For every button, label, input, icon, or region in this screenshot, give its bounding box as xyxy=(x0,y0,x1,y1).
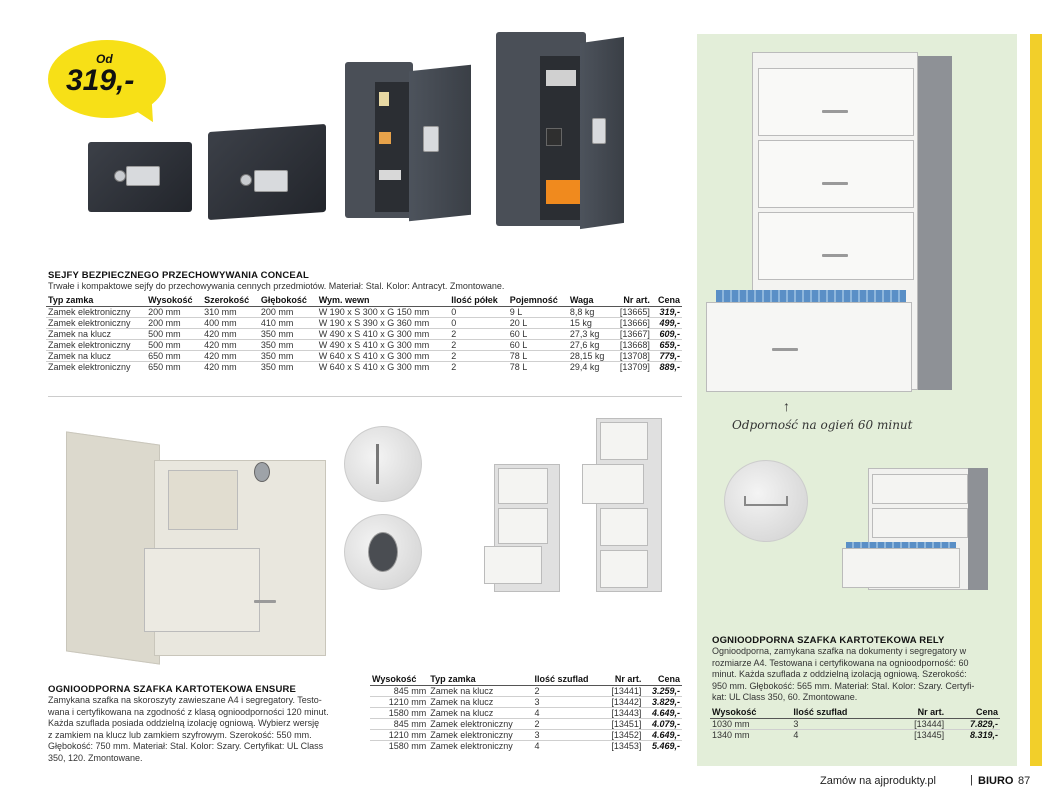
table-row xyxy=(710,718,1000,729)
table-header-row xyxy=(710,707,1000,718)
cell-inner-dim: W 490 x S 410 x G 300 mm xyxy=(317,328,450,339)
cell-shelves: 0 xyxy=(449,317,507,328)
description-line: kat: UL Class 350, 60. Zmontowane. xyxy=(712,692,858,702)
drawer-handle-icon xyxy=(744,496,788,506)
cell-price: 3.259,- xyxy=(643,685,682,696)
col-capacity: Pojemność xyxy=(508,295,568,306)
safe-wide-image xyxy=(208,128,326,216)
price-bubble-prefix: Od xyxy=(96,52,113,66)
cell-height: 1580 mm xyxy=(370,707,428,718)
cell-art-no: [13665] xyxy=(612,306,651,317)
cell-art-no: [13667] xyxy=(612,328,651,339)
cell-height: 500 mm xyxy=(146,339,202,350)
cell-width: 420 mm xyxy=(202,328,259,339)
col-height: Wysokość xyxy=(146,295,202,306)
cell-weight: 8,8 kg xyxy=(568,306,613,317)
description-line: minut. Każda szuflada z oddzielną izolacją ogniową. Szerokość: xyxy=(712,669,967,679)
grey-cabinet-3-drawer-image xyxy=(484,464,566,594)
cell-price: 4.649,- xyxy=(643,729,682,740)
cell-lock-type: Zamek na klucz xyxy=(46,328,146,339)
cell-height: 650 mm xyxy=(146,350,202,361)
cell-width: 400 mm xyxy=(202,317,259,328)
cell-height: 650 mm xyxy=(146,361,202,372)
cell-drawers: 3 xyxy=(791,718,889,729)
price-bubble-price: 319,- xyxy=(66,64,135,97)
col-drawers: Ilość szuflad xyxy=(791,707,889,718)
footer-separator: | xyxy=(970,774,973,786)
cell-height: 1210 mm xyxy=(370,729,428,740)
table-row xyxy=(370,696,682,707)
cell-inner-dim: W 190 x S 390 x G 360 mm xyxy=(317,317,450,328)
table-row xyxy=(46,339,682,350)
conceal-description: Trwałe i kompaktowe sejfy do przechowywania cennych przedmiotów. Materiał: Stal. Kolor: Antracyt. Zmontowane. xyxy=(48,281,505,291)
cell-capacity: 20 L xyxy=(508,317,568,328)
cell-lock-type: Zamek na klucz xyxy=(46,350,146,361)
cell-art-no: [13453] xyxy=(602,740,643,751)
table-row xyxy=(370,729,682,740)
keypad-icon xyxy=(368,532,398,572)
cell-art-no: [13443] xyxy=(602,707,643,718)
col-art-no: Nr art. xyxy=(602,674,643,685)
col-height: Wysokość xyxy=(710,707,791,718)
col-price: Cena xyxy=(643,674,682,685)
col-weight: Waga xyxy=(568,295,613,306)
cell-weight: 28,15 kg xyxy=(568,350,613,361)
cell-inner-dim: W 190 x S 300 x G 150 mm xyxy=(317,306,450,317)
conceal-spec-table xyxy=(46,295,682,372)
col-depth: Głębokość xyxy=(259,295,317,306)
description-line: z zamkiem na klucz lub zamkiem szyfrowym. Szerokość: 550 mm. xyxy=(48,729,312,740)
cell-height: 1580 mm xyxy=(370,740,428,751)
cell-inner-dim: W 640 x S 410 x G 300 mm xyxy=(317,350,450,361)
description-line: Zamykana szafka na skoroszyty zawieszane A4 i segregatory. Testo- xyxy=(48,695,322,705)
cell-depth: 350 mm xyxy=(259,350,317,361)
table-row xyxy=(370,718,682,729)
cell-price: 319,- xyxy=(652,306,682,317)
col-width: Szerokość xyxy=(202,295,259,306)
ensure-title: OGNIOODPORNA SZAFKA KARTOTEKOWA ENSURE xyxy=(48,684,297,695)
cell-height: 1340 mm xyxy=(710,729,791,740)
cell-weight: 27,6 kg xyxy=(568,339,613,350)
cell-price: 5.469,- xyxy=(643,740,682,751)
cell-width: 310 mm xyxy=(202,306,259,317)
rely-cabinet-small-image xyxy=(842,462,992,592)
cell-art-no: [13451] xyxy=(602,718,643,729)
cell-price: 779,- xyxy=(652,350,682,361)
col-lock-type: Typ zamka xyxy=(428,674,532,685)
cell-weight: 29,4 kg xyxy=(568,361,613,372)
col-price: Cena xyxy=(946,707,1000,718)
cell-drawers: 4 xyxy=(791,729,889,740)
cell-capacity: 78 L xyxy=(508,361,568,372)
cell-lock-type: Zamek elektroniczny xyxy=(46,317,146,328)
cell-capacity: 9 L xyxy=(508,306,568,317)
cell-shelves: 2 xyxy=(449,339,507,350)
ensure-spec-table xyxy=(370,674,682,751)
col-drawers: Ilość szuflad xyxy=(533,674,603,685)
table-row xyxy=(46,328,682,339)
cell-inner-dim: W 640 x S 410 x G 300 mm xyxy=(317,361,450,372)
ensure-cabinet-image xyxy=(58,430,328,660)
table-header-row xyxy=(46,295,682,306)
cell-depth: 350 mm xyxy=(259,339,317,350)
cell-art-no: [13445] xyxy=(889,729,946,740)
table-row xyxy=(370,685,682,696)
table-row xyxy=(710,729,1000,740)
cell-shelves: 0 xyxy=(449,306,507,317)
cell-price: 4.649,- xyxy=(643,707,682,718)
footer-site-link[interactable]: Zamów na ajprodukty.pl xyxy=(820,775,936,787)
table-row xyxy=(46,317,682,328)
rely-cabinet-large-image xyxy=(706,52,956,392)
col-inner-dim: Wym. wewn xyxy=(317,295,450,306)
cell-lock-type: Zamek na klucz xyxy=(428,707,532,718)
cell-height: 200 mm xyxy=(146,317,202,328)
footer-section-name: BIURO xyxy=(978,775,1014,787)
description-line: rozmiarze A4. Testowana i certyfikowana na ognioodporność: 60 xyxy=(712,657,969,668)
cell-lock-type: Zamek elektroniczny xyxy=(46,361,146,372)
cell-art-no: [13709] xyxy=(612,361,651,372)
cell-lock-type: Zamek na klucz xyxy=(428,685,532,696)
conceal-title: SEJFY BEZPIECZNEGO PRZECHOWYWANIA CONCEAL xyxy=(48,270,310,281)
col-height: Wysokość xyxy=(370,674,428,685)
cell-width: 420 mm xyxy=(202,339,259,350)
cell-drawers: 4 xyxy=(533,740,603,751)
col-shelves: Ilość półek xyxy=(449,295,507,306)
cell-height: 500 mm xyxy=(146,328,202,339)
cell-height: 845 mm xyxy=(370,685,428,696)
cell-lock-type: Zamek na klucz xyxy=(428,696,532,707)
table-row xyxy=(46,361,682,372)
cell-depth: 350 mm xyxy=(259,361,317,372)
cell-shelves: 2 xyxy=(449,350,507,361)
cell-price: 499,- xyxy=(652,317,682,328)
section-side-tab xyxy=(1030,34,1042,766)
table-header-row xyxy=(370,674,682,685)
cell-depth: 350 mm xyxy=(259,328,317,339)
table-row xyxy=(46,350,682,361)
col-lock-type: Typ zamka xyxy=(46,295,146,306)
cell-weight: 15 kg xyxy=(568,317,613,328)
cell-inner-dim: W 490 x S 410 x G 300 mm xyxy=(317,339,450,350)
table-row xyxy=(370,740,682,751)
fire-resistance-note: Odporność na ogień 60 minut xyxy=(732,418,913,432)
cell-capacity: 60 L xyxy=(508,328,568,339)
cell-drawers: 3 xyxy=(533,696,603,707)
cell-art-no: [13452] xyxy=(602,729,643,740)
safe-medium-open-image xyxy=(345,62,471,220)
cell-lock-type: Zamek elektroniczny xyxy=(428,729,532,740)
cell-art-no: [13668] xyxy=(612,339,651,350)
cell-drawers: 4 xyxy=(533,707,603,718)
description-line: Ognioodporna, zamykana szafka na dokumenty i segregatory w xyxy=(712,646,967,656)
cell-height: 1030 mm xyxy=(710,718,791,729)
cell-drawers: 2 xyxy=(533,718,603,729)
cell-lock-type: Zamek elektroniczny xyxy=(428,718,532,729)
cell-shelves: 2 xyxy=(449,328,507,339)
cell-width: 420 mm xyxy=(202,361,259,372)
col-art-no: Nr art. xyxy=(889,707,946,718)
cell-lock-type: Zamek elektroniczny xyxy=(46,306,146,317)
cell-art-no: [13708] xyxy=(612,350,651,361)
cell-lock-type: Zamek elektroniczny xyxy=(46,339,146,350)
cell-price: 659,- xyxy=(652,339,682,350)
section-divider xyxy=(48,396,682,397)
cell-price: 4.079,- xyxy=(643,718,682,729)
page-number: 87 xyxy=(1018,775,1031,787)
cell-price: 8.319,- xyxy=(946,729,1000,740)
cell-drawers: 3 xyxy=(533,729,603,740)
cell-price: 7.829,- xyxy=(946,718,1000,729)
cell-lock-type: Zamek elektroniczny xyxy=(428,740,532,751)
cell-art-no: [13441] xyxy=(602,685,643,696)
cell-art-no: [13666] xyxy=(612,317,651,328)
cell-height: 200 mm xyxy=(146,306,202,317)
arrow-up-icon: ↑ xyxy=(783,398,790,414)
cell-height: 1210 mm xyxy=(370,696,428,707)
grey-cabinet-4-drawer-image xyxy=(582,418,668,594)
cell-capacity: 78 L xyxy=(508,350,568,361)
rely-title: OGNIOODPORNA SZAFKA KARTOTEKOWA RELY xyxy=(712,635,945,646)
cell-price: 3.829,- xyxy=(643,696,682,707)
safe-small-image xyxy=(88,142,192,212)
cell-drawers: 2 xyxy=(533,685,603,696)
key-icon xyxy=(376,444,392,484)
table-row xyxy=(370,707,682,718)
description-line: Każda szuflada posiada oddzielną izolację ogniową. Wybierz wersję xyxy=(48,718,320,728)
cell-height: 845 mm xyxy=(370,718,428,729)
rely-description xyxy=(712,646,1012,704)
cell-art-no: [13444] xyxy=(889,718,946,729)
cell-width: 420 mm xyxy=(202,350,259,361)
cell-shelves: 2 xyxy=(449,361,507,372)
safe-tall-open-image xyxy=(496,32,624,228)
cell-capacity: 60 L xyxy=(508,339,568,350)
description-line: 950 mm. Głębokość: 565 mm. Materiał: Stal. Kolor: Szary. Certyfi- xyxy=(712,680,975,691)
ensure-description xyxy=(48,695,354,764)
description-line: Głębokość: 750 mm. Materiał: Stal. Kolor: Szary. Certyfikat: UL Class xyxy=(48,741,324,751)
cell-depth: 410 mm xyxy=(259,317,317,328)
col-art-no: Nr art. xyxy=(612,295,651,306)
table-row xyxy=(46,306,682,317)
col-price: Cena xyxy=(652,295,682,306)
cell-depth: 200 mm xyxy=(259,306,317,317)
cell-price: 889,- xyxy=(652,361,682,372)
description-line: 350, 120. Zmontowane. xyxy=(48,752,143,763)
description-line: wana i certyfikowana na zgodność z klasą ognioodporności 120 minut. xyxy=(48,706,329,717)
rely-spec-table xyxy=(710,707,1000,740)
cell-weight: 27,3 kg xyxy=(568,328,613,339)
cell-art-no: [13442] xyxy=(602,696,643,707)
cell-price: 609,- xyxy=(652,328,682,339)
